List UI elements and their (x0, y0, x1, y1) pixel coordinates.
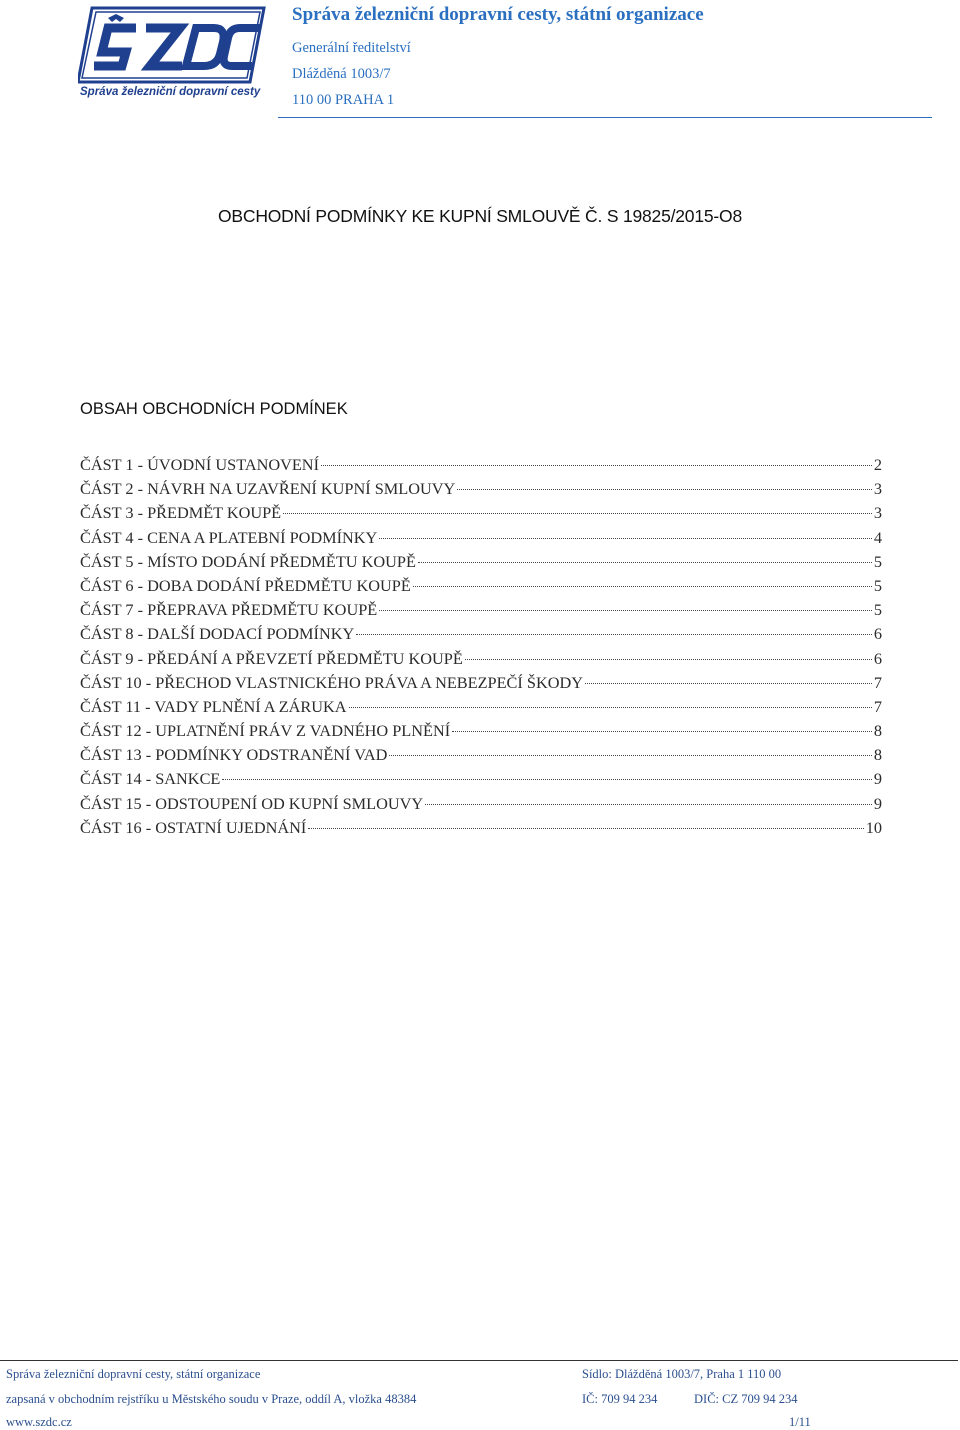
toc-entry-page: 4 (873, 527, 882, 547)
toc-dot-leader (349, 707, 872, 708)
toc-entry-label: ČÁST 15 - ODSTOUPENÍ OD KUPNÍ SMLOUVY (80, 793, 424, 813)
toc-entry-page: 3 (873, 503, 882, 523)
toc-dot-leader (452, 731, 872, 732)
toc-dot-leader (379, 610, 872, 611)
footer-website-link[interactable]: www.szdc.cz (6, 1415, 72, 1429)
toc-dot-leader (321, 465, 872, 466)
toc-entry-label: ČÁST 1 - ÚVODNÍ USTANOVENÍ (80, 455, 319, 474)
toc-entry-label: ČÁST 11 - VADY PLNĚNÍ A ZÁRUKA (80, 696, 347, 716)
header-divider (278, 117, 932, 118)
szdc-logo-mark (78, 4, 266, 86)
toc-entry[interactable] (80, 576, 882, 600)
toc-entry-page: 7 (873, 672, 882, 692)
toc-entry[interactable] (80, 745, 882, 769)
toc-heading: OBSAH OBCHODNÍCH PODMÍNEK (80, 400, 348, 418)
toc-entry[interactable] (80, 794, 882, 818)
logo-caption: Správa železniční dopravní cesty (80, 86, 261, 98)
footer-dic: DIČ: CZ 709 94 234 (694, 1392, 798, 1406)
toc-dot-leader (389, 755, 871, 756)
footer-divider (0, 1360, 958, 1361)
toc-entry-page: 2 (873, 455, 882, 474)
toc-entry[interactable] (80, 673, 882, 697)
toc-entry-label: ČÁST 8 - DALŠÍ DODACÍ PODMÍNKY (80, 624, 355, 644)
toc-dot-leader (283, 513, 872, 514)
toc-entry-page: 6 (873, 624, 882, 644)
toc-entry-label: ČÁST 13 - PODMÍNKY ODSTRANĚNÍ VAD (80, 745, 388, 765)
toc-entry-label: ČÁST 14 - SANKCE (80, 769, 221, 789)
document-title: OBCHODNÍ PODMÍNKY KE KUPNÍ SMLOUVĚ Č. S 19825/2015-O8 (218, 206, 742, 226)
city-address: 110 00 PRAHA 1 (292, 92, 395, 108)
toc-entry[interactable] (80, 818, 882, 842)
footer-registry: zapsaná v obchodním rejstříku u Městského soudu v Praze, oddíl A, vložka 48384 (6, 1392, 417, 1406)
toc-entry-label: ČÁST 16 - OSTATNÍ UJEDNÁNÍ (80, 817, 307, 837)
toc-entry-page: 5 (873, 551, 882, 571)
footer-seat: Sídlo: Dlážděná 1003/7, Praha 1 110 00 (582, 1367, 782, 1381)
toc-entry-label: ČÁST 9 - PŘEDÁNÍ A PŘEVZETÍ PŘEDMĚTU KOUPĚ (80, 648, 463, 668)
toc-dot-leader (308, 828, 863, 829)
footer-ic: IČ: 709 94 234 (582, 1392, 658, 1406)
toc-entry-page: 6 (873, 648, 882, 668)
toc-entry-page: 7 (873, 696, 882, 716)
toc-entry[interactable] (80, 503, 882, 527)
toc-dot-leader (585, 683, 872, 684)
toc-entry-label: ČÁST 10 - PŘECHOD VLASTNICKÉHO PRÁVA A NEBEZPEČÍ ŠKODY (80, 672, 583, 692)
toc-entry-page: 5 (873, 600, 882, 620)
toc-entry[interactable] (80, 649, 882, 673)
organization-address (292, 4, 704, 108)
toc-entry[interactable] (80, 552, 882, 576)
toc-entry-label: ČÁST 2 - NÁVRH NA UZAVŘENÍ KUPNÍ SMLOUVY (80, 479, 456, 499)
toc-dot-leader (356, 634, 872, 635)
toc-entry-page: 10 (865, 817, 882, 837)
toc-entry[interactable] (80, 600, 882, 624)
footer-organization: Správa železniční dopravní cesty, státní organizace (6, 1367, 261, 1381)
toc-entry-label: ČÁST 5 - MÍSTO DODÁNÍ PŘEDMĚTU KOUPĚ (80, 551, 416, 571)
toc-entry-page: 8 (873, 745, 882, 765)
organization-name: Správa železniční dopravní cesty, státní organizace (292, 4, 704, 25)
toc-entry[interactable] (80, 769, 882, 793)
toc-entry-label: ČÁST 12 - UPLATNĚNÍ PRÁV Z VADNÉHO PLNĚNÍ (80, 721, 451, 741)
toc-dot-leader (413, 586, 872, 587)
toc-entry[interactable] (80, 624, 882, 648)
toc-entry-label: ČÁST 4 - CENA A PLATEBNÍ PODMÍNKY (80, 527, 378, 547)
toc-entry-page: 9 (873, 769, 882, 789)
toc-entry-page: 3 (873, 479, 882, 499)
department: Generální ředitelství (292, 40, 411, 56)
toc-dot-leader (457, 489, 872, 490)
table-of-contents (80, 455, 882, 842)
toc-entry-label: ČÁST 3 - PŘEDMĚT KOUPĚ (80, 503, 282, 523)
toc-entry[interactable] (80, 697, 882, 721)
szdc-logo (78, 4, 266, 102)
toc-entry-page: 8 (873, 721, 882, 741)
toc-entry-page: 5 (873, 575, 882, 595)
street-address: Dlážděná 1003/7 (292, 66, 391, 82)
toc-entry[interactable] (80, 721, 882, 745)
toc-dot-leader (465, 659, 872, 660)
toc-entry[interactable] (80, 455, 882, 479)
toc-entry-page: 9 (873, 793, 882, 813)
toc-dot-leader (379, 538, 872, 539)
toc-entry[interactable] (80, 528, 882, 552)
toc-dot-leader (425, 804, 872, 805)
toc-entry-label: ČÁST 7 - PŘEPRAVA PŘEDMĚTU KOUPĚ (80, 600, 378, 620)
toc-dot-leader (222, 779, 871, 780)
page-number: 1/11 (789, 1415, 811, 1429)
toc-entry-label: ČÁST 6 - DOBA DODÁNÍ PŘEDMĚTU KOUPĚ (80, 575, 411, 595)
toc-dot-leader (418, 562, 872, 563)
toc-entry[interactable] (80, 479, 882, 503)
